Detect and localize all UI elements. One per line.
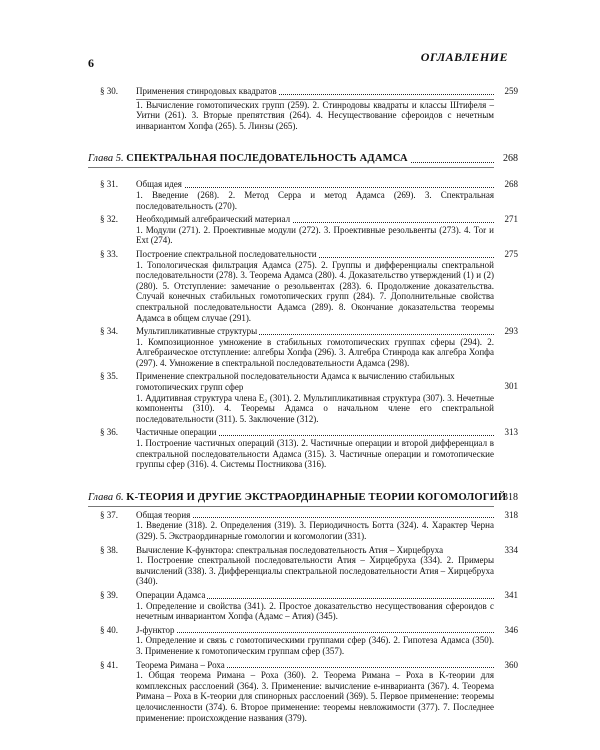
section-title: Общая идея bbox=[136, 179, 182, 190]
section-page: 318 bbox=[504, 509, 518, 520]
section-subtopics: 1. Вычисление гомотопических групп (259). 2. Стинродовы квадраты и классы Штифеля – Уитни (261). 3. Вторые препятствия (264). 4. Несуществование сфероидов с нечетным инвариантом Хопфа (265). 5. Линзы (265). bbox=[136, 99, 494, 131]
toc-section[interactable] bbox=[88, 660, 518, 724]
section-page: 341 bbox=[504, 589, 518, 600]
section-page: 301 bbox=[504, 381, 518, 392]
section-number: § 38. bbox=[100, 544, 118, 555]
toc-section[interactable] bbox=[88, 545, 518, 587]
section-title: Необходимый алгебраический материал bbox=[136, 214, 291, 225]
section-page: 313 bbox=[504, 427, 518, 438]
section-title: J-функтор bbox=[136, 624, 175, 635]
toc-section[interactable] bbox=[88, 86, 518, 131]
section-page: 271 bbox=[504, 214, 518, 225]
table-of-contents bbox=[88, 86, 518, 723]
section-title: Частичные операции bbox=[136, 427, 217, 438]
section-number: § 32. bbox=[100, 214, 118, 225]
section-number: § 36. bbox=[100, 427, 118, 438]
section-page: 346 bbox=[504, 624, 518, 635]
section-subtopics: 1. Аддитивная структура члена E₂ (301). 2. Мультипликативная структура (307). 3. Нечетные компоненты (310). 4. Теоремы Адамса о начальном члене его спектральной последовательности (311). 5. Заключение (312). bbox=[136, 392, 494, 424]
section-title: Теорема Римана – Роха bbox=[136, 659, 225, 670]
running-head: ОГЛАВЛЕНИЕ bbox=[420, 50, 508, 64]
section-number: § 41. bbox=[100, 659, 118, 670]
section-page: 275 bbox=[504, 248, 518, 259]
toc-section[interactable] bbox=[88, 427, 518, 469]
toc-section[interactable] bbox=[88, 249, 518, 323]
section-title: Общая теория bbox=[136, 509, 191, 520]
section-page: 334 bbox=[504, 544, 518, 555]
section-page: 293 bbox=[504, 326, 518, 337]
section-title: Построение спектральной последовательности bbox=[136, 248, 317, 259]
toc-section[interactable] bbox=[88, 590, 518, 622]
section-title: Операции Адамса bbox=[136, 589, 206, 600]
page-number: 6 bbox=[88, 56, 94, 70]
toc-section[interactable] bbox=[88, 510, 518, 542]
section-subtopics: 1. Введение (318). 2. Определения (319). 3. Периодичность Ботта (324). 4. Характер Черна (329). 5. Экстраординарные гомологии и когомологии (331). bbox=[136, 520, 494, 541]
toc-section[interactable] bbox=[88, 179, 518, 211]
chapter-label: Глава 5. bbox=[88, 153, 124, 165]
section-subtopics: 1. Введение (268). 2. Метод Серра и метод Адамса (269). 3. Спектральная последовательность (270). bbox=[136, 189, 494, 211]
section-title: Применение спектральной последовательности Адамса к вычислению стабильных гомотопических групп сфер bbox=[136, 371, 455, 393]
section-number: § 39. bbox=[100, 589, 118, 600]
chapter-heading[interactable] bbox=[88, 492, 518, 504]
section-page: 268 bbox=[504, 179, 518, 190]
chapter-title: СПЕКТРАЛЬНАЯ ПОСЛЕДОВАТЕЛЬНОСТЬ АДАМСА bbox=[126, 153, 408, 165]
section-subtopics: 1. Модули (271). 2. Проективные модули (272). 3. Проективные резольвенты (273). 4. Tor и Ext (274). bbox=[136, 224, 494, 246]
section-number: § 35. bbox=[100, 371, 118, 382]
chapter-label: Глава 6. bbox=[88, 491, 124, 503]
section-number: § 33. bbox=[100, 248, 118, 259]
section-subtopics: 1. Построение частичных операций (313). 2. Частичные операции и второй дифференциал в спектральной последовательности Адамса (315). 3. Частичные операции и гомотопические группы сфер (316). 4. Системы Постникова (316). bbox=[136, 438, 494, 470]
section-title: Мультипликативные структуры bbox=[136, 326, 258, 337]
section-number: § 30. bbox=[100, 86, 118, 96]
section-subtopics: 1. Композиционное умножение в стабильных гомотопических группах сферы (294). 2. Алгебраическое отступление: алгебры Хопфа (296). 3. Алгебра Стинрода как алгебра Хопфа (297). 4. Умножение в спектральной последовательности Адамса (298). bbox=[136, 336, 494, 368]
section-number: § 34. bbox=[100, 326, 118, 337]
toc-section[interactable] bbox=[88, 625, 518, 657]
section-number: § 37. bbox=[100, 509, 118, 520]
section-page: 360 bbox=[504, 659, 518, 670]
toc-section[interactable] bbox=[88, 326, 518, 368]
section-title: Применения стинродовых квадратов bbox=[136, 86, 277, 96]
section-number: § 31. bbox=[100, 179, 118, 190]
chapter-heading[interactable] bbox=[88, 153, 518, 165]
chapter-title: K-ТЕОРИЯ И ДРУГИЕ ЭКСТРАОРДИНАРНЫЕ ТЕОРИИ КОГОМОЛОГИЙ bbox=[126, 491, 507, 503]
section-subtopics: 1. Топологическая фильтрация Адамса (275). 2. Группы и дифференциалы спектральной последовательности (278). 3. Теорема Адамса (280). 4. Доказательство утверждений (1) и (2) (280). 5. Отступление: замечание о резольвентах (283). 6. Продолжение доказательства. Случай конечных стабильных гомотопических групп (284). 7. Дополнительные свойства спектральной последовательности Адамса (289). 8. Окончание доказательства теоремы Адамса в общем случае (291). bbox=[136, 259, 494, 323]
chapter-page: 318 bbox=[503, 491, 518, 503]
section-title: Вычисление K-функтора: спектральная последовательность Атия – Хирцебруха bbox=[136, 544, 444, 555]
section-subtopics: 1. Определение и свойства (341). 2. Простое доказательство несуществования сфероидов с нечетным инвариантом Хопфа (Адамс – Атия) (345). bbox=[136, 600, 494, 622]
section-subtopics: 1. Построение спектральной последовательности Атия – Хирцебруха (334). 2. Примеры вычислений (338). 3. Дифференциалы спектральной последовательности Атия – Хирцебруха (340). bbox=[136, 555, 494, 587]
section-subtopics: 1. Определение и связь с гомотопическими группами сфер (346). 2. Гипотеза Адамса (350). 3. Применение к гомотопическим группам сфер (357). bbox=[136, 635, 494, 656]
chapter-page: 268 bbox=[503, 153, 518, 165]
section-number: § 40. bbox=[100, 624, 118, 635]
section-subtopics: 1. Общая теорема Римана – Роха (360). 2. Теорема Римана – Роха в K-теории для комплексных расслоений (364). 3. Применение: вычисление e-инварианта (367). 4. Теорема Римана – Роха в K-теории для спинорных расслоений (369). 5. Первое применение: теоремы целочисленности (374). 6. Второе применение: теоремы невложимости (377). 7. Последнее применение: происхождение названия (379). bbox=[136, 670, 494, 723]
section-page: 259 bbox=[504, 86, 518, 96]
toc-section[interactable] bbox=[88, 214, 518, 246]
toc-section[interactable] bbox=[88, 371, 518, 424]
